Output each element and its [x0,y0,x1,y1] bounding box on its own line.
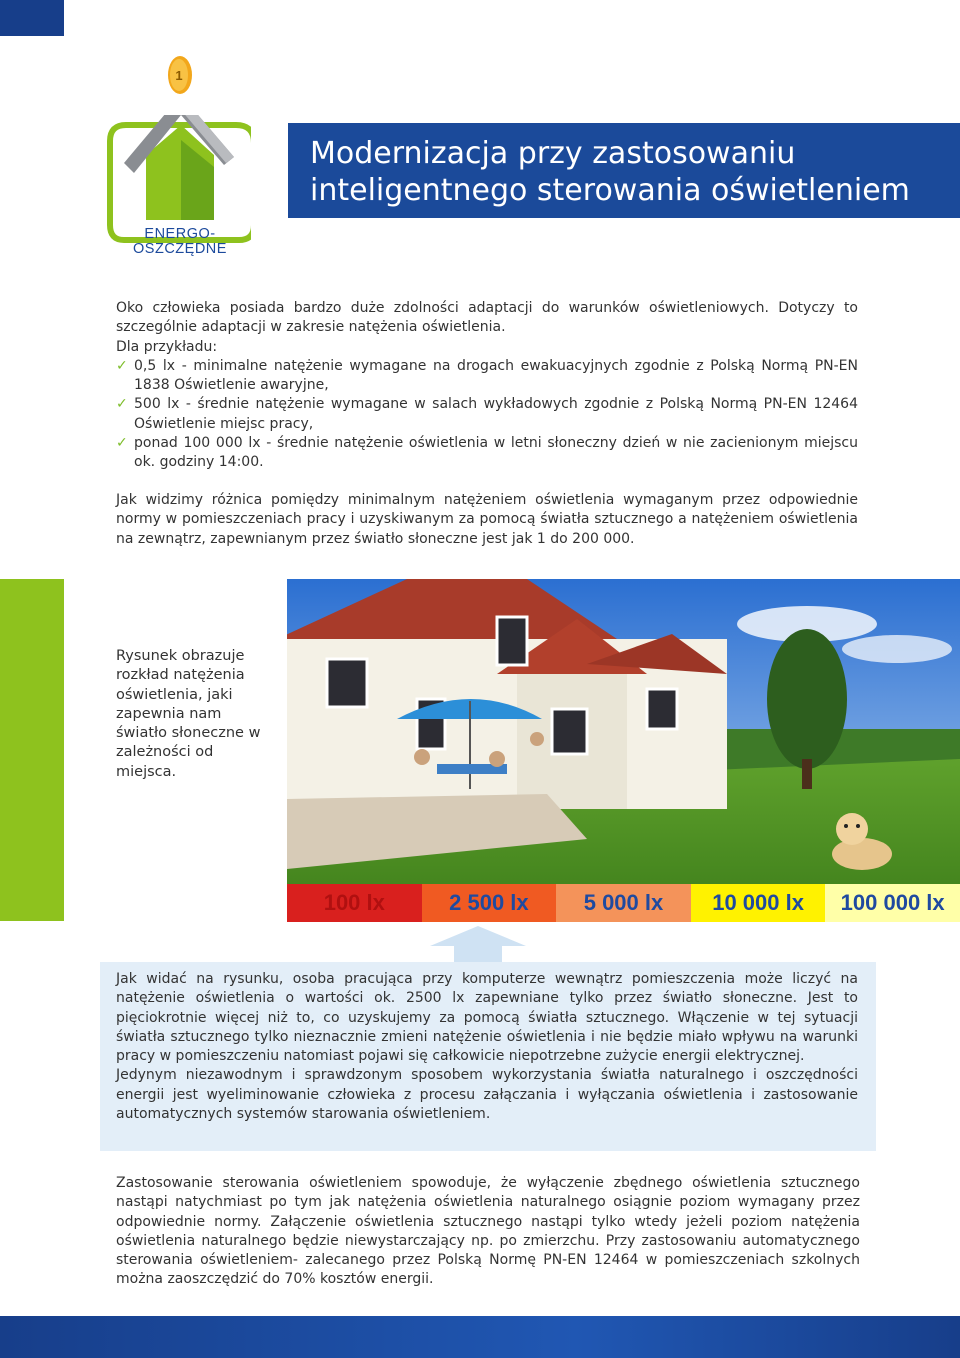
title-line2: inteligentnego sterowania oświetleniem [310,173,910,208]
lux-segment [287,884,422,922]
list-item-text: 500 lx - średnie natężenie wymagane w salach wykładowych zgodnie z Polską Normą PN-EN 12464 Oświetlenie miejsc pracy, [134,396,858,432]
logo-line2: OSZCZĘDNE [133,241,227,257]
lux-label: 100 000 lx [840,890,945,915]
page-title [310,135,950,209]
corner-block [0,0,64,36]
info-paragraph-1: Jak widać na rysunku, osoba pracująca przy komputerze wewnątrz pomieszczenia może liczyć na natężenie oświetlenia o wartości ok. 2500 lx zapewniane tylko przez światło słoneczne. Jest to pięciokrotnie więcej niż to, co uzyskujemy za pomocą światła sztucznego. Włączenie w tej sytuacji światła sztucznego tylko nieznacznie zmieni natężenie oświetlenia i nie będzie miało wpływu na warunki pracy w pomieszczeniu natomiast pojawi się całkowicie niepotrzebne zużycie energii elektrycznej. [116,971,858,1065]
list-item [116,434,858,473]
intro-lead: Dla przykładu: [116,338,218,355]
title-banner [288,123,960,218]
lux-segment [691,884,826,922]
logo-wordmark [114,227,246,257]
lux-label: 10 000 lx [712,890,804,915]
arrow-up-icon [430,926,526,962]
lux-label: 5 000 lx [583,890,664,915]
checkmark-icon: ✓ [116,435,128,452]
summary-box [100,1158,876,1304]
footer-band [0,1316,960,1358]
intro-section [116,299,858,473]
logo-line1: ENERGO- [144,226,216,242]
intro-text: Oko człowieka posiada bardzo duże zdolności adaptacji do warunków oświetleniowych. Dotyczy to szczególnie adaptacji w zakresie natężenia oświetlenia. [116,300,858,336]
list-item-text: ponad 100 000 lx - średnie natężenie oświetlenia w letni słoneczny dzień w nie zacienionym miejscu ok. godziny 14:00. [134,435,858,471]
comparison-section [116,491,858,549]
lux-segment [825,884,960,922]
coin-label: 1 [175,68,183,83]
coin-icon [166,55,194,95]
comparison-text: Jak widzimy różnica pomiędzy minimalnym natężeniem oświetlenia wymaganym przez odpowiednie normy w pomieszczeniach pracy i uzyskiwanym za pomocą światła sztucznego a natężeniem oświetlenia na zewnątrz, zapewnianym przez światło słoneczne jest jak 1 do 200 000. [116,492,858,547]
energo-logo [100,50,260,257]
list-item-text: 0,5 lx - minimalne natężenie wymagane na drogach ewakuacyjnych zgodnie z Polską Normą PN-EN 1838 Oświetlenie awaryjne, [134,357,858,394]
checkmark-icon: ✓ [116,357,128,374]
lux-label: 2 500 lx [449,890,529,915]
example-list [116,357,858,473]
title-line1: Modernizacja przy zastosowaniu [310,136,796,171]
info-box [100,962,876,1151]
house-illustration [287,579,960,922]
lux-segment [556,884,691,922]
green-accent-bar [0,579,64,921]
house-photo [287,579,960,922]
lux-scale [287,884,960,922]
figure-caption: Rysunek obrazuje rozkład natężenia oświetlenia, jaki zapewnia nam światło słoneczne w zależności od miejsca. [116,648,261,780]
lux-label: 100 lx [323,890,385,915]
lux-segment [422,884,557,922]
summary-text: Zastosowanie sterowania oświetleniem spowoduje, że wyłączenie zbędnego oświetlenia sztucznego nastąpi natychmiast po tym jak natężenia oświetlenia naturalnego osiągnie poziom wymagany przez odpowiednie normy. Załączenie oświetlenia sztucznego nastąpi tylko wtedy jeżeli poziom natężenia oświetlenia naturalnego będzie niewystarczający np. po zmierzchu. Przy zastosowaniu automatycznego sterowania oświetleniem- zalecanego przez Polską Normę PN-EN 12464 w pomieszczeniach szkolnych można zaoszczędzić do 70% kosztów energii. [116,1175,860,1288]
list-item [116,357,858,396]
info-paragraph-2: Jedynym niezawodnym i sprawdzonym sposobem wykorzystania światła naturalnego i oszczędności energii jest wyeliminowanie człowieka z procesu załączania i wyłączania oświetlenia i zastosowanie automatycznych systemów starowania oświetleniem. [116,1067,858,1123]
list-item [116,395,858,434]
checkmark-icon: ✓ [116,396,128,413]
